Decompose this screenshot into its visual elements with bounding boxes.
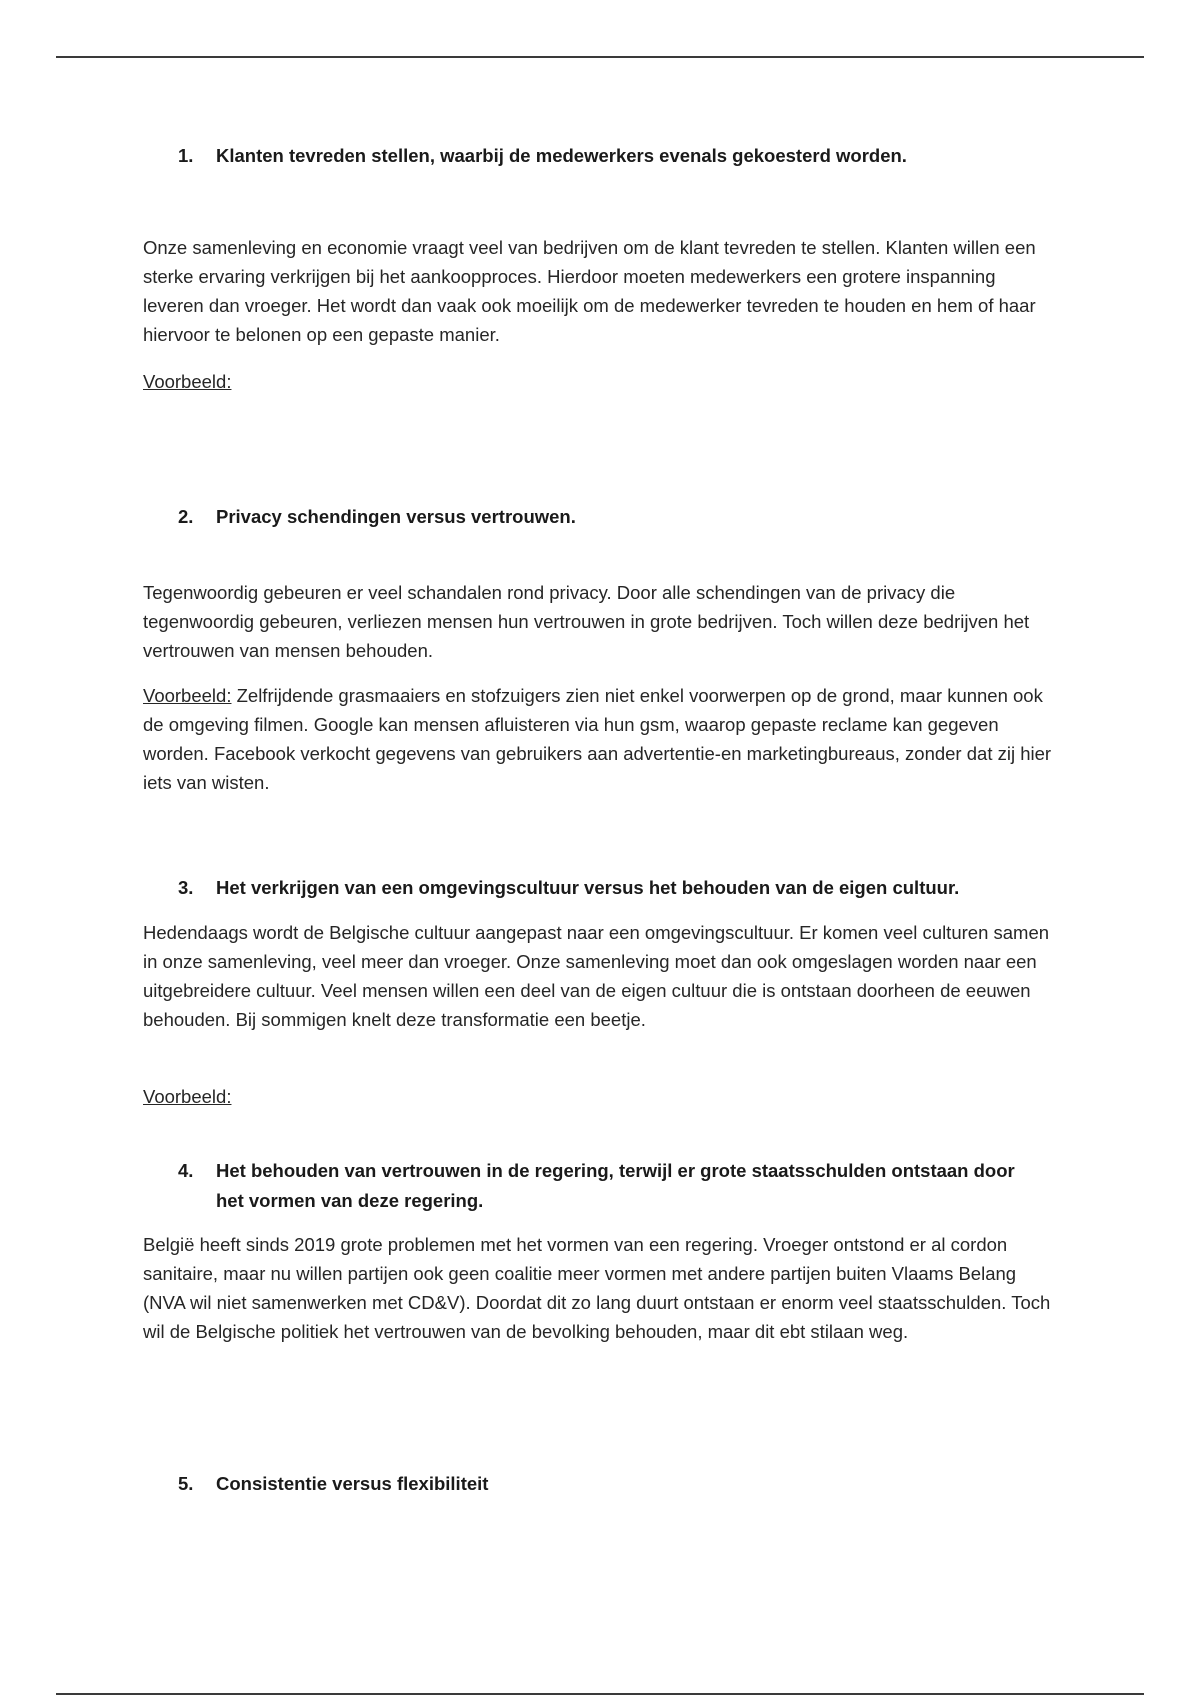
section-3-example-label: Voorbeeld: [143, 1086, 232, 1107]
section-2-title: Privacy schendingen versus vertrouwen. [216, 506, 576, 527]
section-2-heading [178, 502, 1038, 532]
section-1-body: Onze samenleving en economie vraagt veel van bedrijven om de klant tevreden te stellen. Klanten willen een sterke ervaring verkrijgen bij het aankoopproces. Hierdoor moeten medewerkers een grotere inspanning leveren dan vroeger. Het wordt dan vaak ook moeilijk om de medewerker tevreden te houden en hem of haar hiervoor te belonen op een gepaste manier. [143, 237, 1036, 345]
section-4-heading [178, 1156, 1038, 1216]
section-2-example-text: Zelfrijdende grasmaaiers en stofzuigers zien niet enkel voorwerpen op de grond, maar kunnen ook de omgeving filmen. Google kan mensen afluisteren via hun gsm, waarop gepaste reclame kan gegeven worden. Facebook verkocht gegevens van gebruikers aan advertentie-en marketingbureaus, zonder dat zij hier iets van wisten. [143, 685, 1052, 793]
section-1-title: Klanten tevreden stellen, waarbij de medewerkers evenals gekoesterd worden. [216, 145, 907, 166]
header-rule [56, 56, 1144, 58]
footer-rule [56, 1693, 1144, 1695]
section-3-body: Hedendaags wordt de Belgische cultuur aangepast naar een omgevingscultuur. Er komen veel culturen samen in onze samenleving, veel meer dan vroeger. Onze samenleving moet dan ook omgeslagen worden naar een uitgebreidere cultuur. Veel mensen willen een deel van de eigen cultuur die is ontstaan doorheen de eeuwen behouden. Bij sommigen knelt deze transformatie een beetje. [143, 922, 1050, 1030]
section-5-title: Consistentie versus flexibiliteit [216, 1473, 489, 1494]
section-3-number: 3. [178, 877, 194, 898]
section-2-example [143, 681, 1058, 797]
section-4-number: 4. [178, 1160, 194, 1181]
section-3-heading [178, 873, 1038, 903]
section-5-number: 5. [178, 1473, 194, 1494]
section-2-example-label: Voorbeeld: [143, 685, 232, 706]
section-1-example [143, 367, 1058, 396]
section-5-heading [178, 1469, 1038, 1499]
section-4-title: Het behouden van vertrouwen in de regering, terwijl er grote staatsschulden ontstaan door het vormen van deze regering. [216, 1160, 1015, 1211]
section-4-body: België heeft sinds 2019 grote problemen met het vormen van een regering. Vroeger ontstond er al cordon sanitaire, maar nu willen partijen ook geen coalitie meer vormen met andere partijen buiten Vlaams Belang (NVA wil niet samenwerken met CD&V). Doordat dit zo lang duurt ontstaan er enorm veel staatsschulden. Toch wil de Belgische politiek het vertrouwen van de bevolking behouden, maar dit ebt stilaan weg. [143, 1234, 1051, 1342]
section-2-body: Tegenwoordig gebeuren er veel schandalen rond privacy. Door alle schendingen van de privacy die tegenwoordig gebeuren, verliezen mensen hun vertrouwen in grote bedrijven. Toch willen deze bedrijven het vertrouwen van mensen behouden. [143, 582, 1030, 661]
section-3-example [143, 1082, 1058, 1111]
section-1-heading [178, 141, 1038, 171]
section-3-title: Het verkrijgen van een omgevingscultuur versus het behouden van de eigen cultuur. [216, 877, 960, 898]
section-2-number: 2. [178, 506, 194, 527]
section-1-example-label: Voorbeeld: [143, 371, 232, 392]
section-1-number: 1. [178, 145, 194, 166]
